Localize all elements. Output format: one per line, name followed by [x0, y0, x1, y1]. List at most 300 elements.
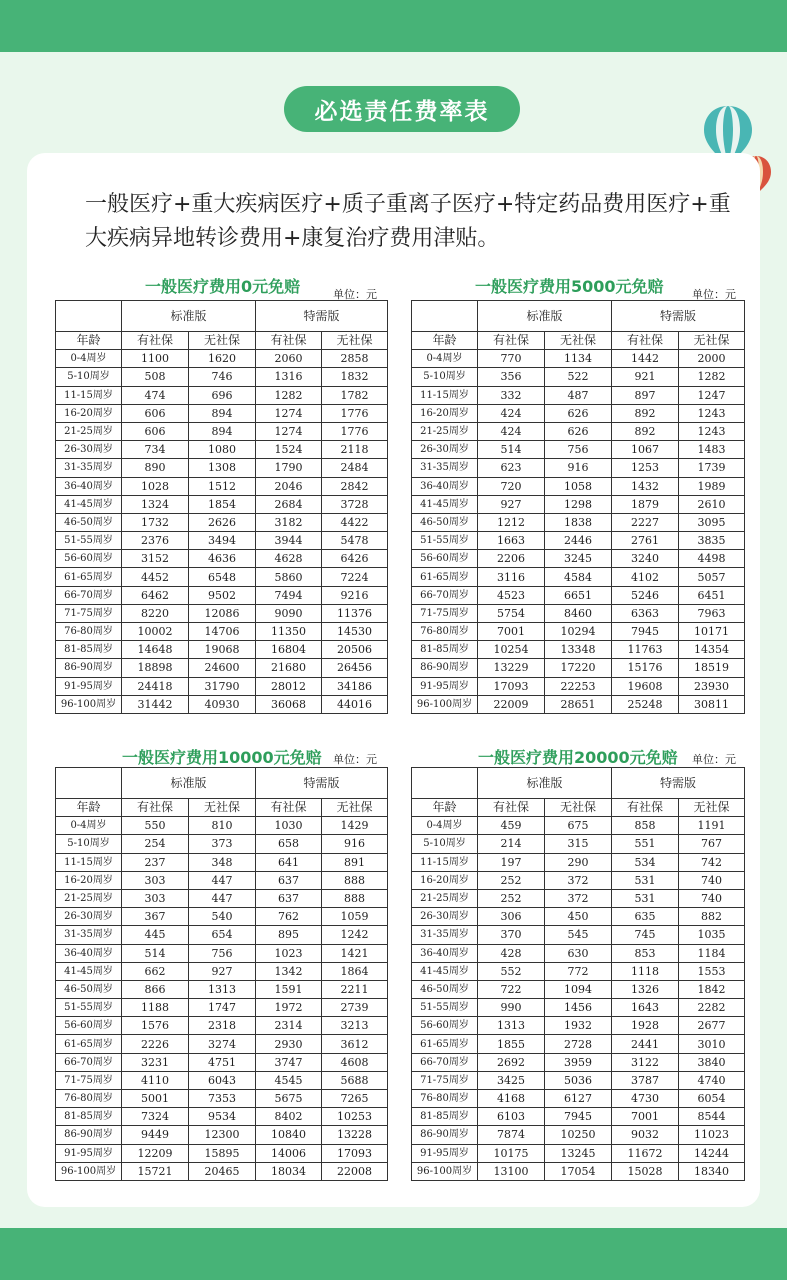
rate-cell: 6043 — [189, 1071, 256, 1089]
age-cell: 46-50周岁 — [56, 980, 122, 998]
rate-cell: 1212 — [478, 513, 545, 531]
rate-cell: 7265 — [322, 1090, 388, 1108]
table-row — [56, 404, 388, 422]
table-row — [412, 1090, 745, 1108]
rate-cell: 2484 — [322, 459, 388, 477]
rate-cell: 372 — [545, 889, 612, 907]
rate-cell: 551 — [612, 835, 679, 853]
header-with-ss: 有社保 — [122, 799, 189, 817]
age-cell: 51-55周岁 — [56, 532, 122, 550]
rate-cell: 2118 — [322, 441, 388, 459]
table-row — [412, 1035, 745, 1053]
header-with-ss: 有社保 — [122, 332, 189, 350]
rate-cell: 1342 — [256, 962, 322, 980]
rate-cell: 2206 — [478, 550, 545, 568]
rate-cell: 1643 — [612, 999, 679, 1017]
rate-cell: 3152 — [122, 550, 189, 568]
header-without-ss: 无社保 — [545, 799, 612, 817]
rate-cell: 18898 — [122, 659, 189, 677]
table-row — [412, 677, 745, 695]
table-row — [412, 889, 745, 907]
rate-cell: 1432 — [612, 477, 679, 495]
rate-cell: 237 — [122, 853, 189, 871]
table-row — [412, 695, 745, 713]
rate-cell: 5754 — [478, 604, 545, 622]
table-row — [412, 835, 745, 853]
rate-cell: 892 — [612, 404, 679, 422]
rate-cell: 745 — [612, 926, 679, 944]
rate-cell: 1620 — [189, 350, 256, 368]
rate-cell: 14006 — [256, 1144, 322, 1162]
rate-cell: 372 — [545, 871, 612, 889]
table-row — [56, 623, 388, 641]
rate-cell: 252 — [478, 889, 545, 907]
rate-cell: 866 — [122, 980, 189, 998]
rate-cell: 303 — [122, 889, 189, 907]
rate-cell: 4608 — [322, 1053, 388, 1071]
rate-cell: 12209 — [122, 1144, 189, 1162]
age-cell: 86-90周岁 — [56, 1126, 122, 1144]
rate-cell: 15895 — [189, 1144, 256, 1162]
rate-cell: 894 — [189, 422, 256, 440]
rate-cell: 767 — [679, 835, 745, 853]
rate-cell: 1324 — [122, 495, 189, 513]
rate-cell: 3747 — [256, 1053, 322, 1071]
age-cell: 76-80周岁 — [412, 1090, 478, 1108]
header-with-ss: 有社保 — [256, 799, 322, 817]
rate-cell: 9449 — [122, 1126, 189, 1144]
table-row — [56, 889, 388, 907]
table-row — [412, 604, 745, 622]
rate-cell: 1421 — [322, 944, 388, 962]
rate-cell: 990 — [478, 999, 545, 1017]
rate-cell: 630 — [545, 944, 612, 962]
rate-table-0 — [55, 300, 388, 714]
rate-cell: 4628 — [256, 550, 322, 568]
rate-cell: 10254 — [478, 641, 545, 659]
rate-cell: 606 — [122, 422, 189, 440]
rate-cell: 17220 — [545, 659, 612, 677]
coverage-description: 一般医疗+重大疾病医疗+质子重离子医疗+特定药品费用医疗+重大疾病异地转诊费用+康复治疗费用津贴。 — [85, 192, 731, 251]
rate-cell: 3231 — [122, 1053, 189, 1071]
age-cell: 36-40周岁 — [412, 477, 478, 495]
rate-cell: 6426 — [322, 550, 388, 568]
rate-cell: 641 — [256, 853, 322, 871]
rate-cell: 28651 — [545, 695, 612, 713]
rate-cell: 2930 — [256, 1035, 322, 1053]
table-row — [56, 695, 388, 713]
rate-cell: 1932 — [545, 1017, 612, 1035]
rate-cell: 1832 — [322, 368, 388, 386]
header-standard: 标准版 — [122, 301, 256, 332]
rate-cell: 540 — [189, 908, 256, 926]
rate-cell: 6363 — [612, 604, 679, 622]
rate-cell: 3182 — [256, 513, 322, 531]
table-row — [56, 477, 388, 495]
header-without-ss: 无社保 — [189, 799, 256, 817]
table-row — [412, 926, 745, 944]
rate-cell: 4636 — [189, 550, 256, 568]
age-cell: 11-15周岁 — [56, 853, 122, 871]
rate-cell: 18519 — [679, 659, 745, 677]
rate-cell: 19608 — [612, 677, 679, 695]
age-cell: 21-25周岁 — [412, 422, 478, 440]
rate-cell: 3274 — [189, 1035, 256, 1053]
rate-cell: 2046 — [256, 477, 322, 495]
age-cell: 21-25周岁 — [412, 889, 478, 907]
rate-cell: 522 — [545, 368, 612, 386]
rate-cell: 6451 — [679, 586, 745, 604]
age-cell: 96-100周岁 — [412, 1162, 478, 1180]
age-cell: 91-95周岁 — [56, 677, 122, 695]
rate-cell: 1134 — [545, 350, 612, 368]
rate-cell: 1028 — [122, 477, 189, 495]
rate-cell: 1483 — [679, 441, 745, 459]
rate-cell: 4498 — [679, 550, 745, 568]
age-cell: 31-35周岁 — [56, 459, 122, 477]
age-cell: 26-30周岁 — [412, 908, 478, 926]
table-row — [56, 817, 388, 835]
rate-cell: 1576 — [122, 1017, 189, 1035]
rate-cell: 214 — [478, 835, 545, 853]
rate-cell: 3122 — [612, 1053, 679, 1071]
table-row — [56, 1053, 388, 1071]
rate-cell: 1732 — [122, 513, 189, 531]
rate-cell: 1118 — [612, 962, 679, 980]
table-row — [412, 1017, 745, 1035]
rate-cell: 5036 — [545, 1071, 612, 1089]
age-cell: 86-90周岁 — [56, 659, 122, 677]
rate-cell: 734 — [122, 441, 189, 459]
table-row — [412, 568, 745, 586]
rate-cell: 552 — [478, 962, 545, 980]
table-row — [56, 835, 388, 853]
header-age: 年龄 — [56, 799, 122, 817]
rate-cell: 7001 — [478, 623, 545, 641]
rate-cell: 696 — [189, 386, 256, 404]
rate-cell: 11350 — [256, 623, 322, 641]
rate-cell: 1282 — [256, 386, 322, 404]
rate-cell: 662 — [122, 962, 189, 980]
age-cell: 96-100周岁 — [412, 695, 478, 713]
rate-cell: 2318 — [189, 1017, 256, 1035]
table-row — [56, 604, 388, 622]
rate-cell: 1059 — [322, 908, 388, 926]
rate-cell: 531 — [612, 889, 679, 907]
rate-cell: 7945 — [612, 623, 679, 641]
rate-cell: 2314 — [256, 1017, 322, 1035]
rate-cell: 5001 — [122, 1090, 189, 1108]
table-row — [56, 944, 388, 962]
rate-cell: 1313 — [189, 980, 256, 998]
age-cell: 91-95周岁 — [412, 1144, 478, 1162]
age-cell: 11-15周岁 — [412, 853, 478, 871]
table-row — [56, 1090, 388, 1108]
rate-cell: 6462 — [122, 586, 189, 604]
age-cell: 76-80周岁 — [56, 1090, 122, 1108]
age-cell: 96-100周岁 — [56, 1162, 122, 1180]
table-row — [412, 459, 745, 477]
table-row — [56, 513, 388, 531]
rate-cell: 637 — [256, 871, 322, 889]
table-unit-2: 单位：元 — [333, 753, 377, 766]
rate-cell: 15176 — [612, 659, 679, 677]
rate-cell: 306 — [478, 908, 545, 926]
rate-cell: 1243 — [679, 422, 745, 440]
table-row — [412, 1126, 745, 1144]
rate-cell: 4452 — [122, 568, 189, 586]
table-row — [412, 817, 745, 835]
rate-cell: 7001 — [612, 1108, 679, 1126]
rate-cell: 892 — [612, 422, 679, 440]
age-cell: 81-85周岁 — [412, 641, 478, 659]
header-without-ss: 无社保 — [679, 332, 745, 350]
rate-cell: 16804 — [256, 641, 322, 659]
rate-cell: 637 — [256, 889, 322, 907]
rate-cell: 11763 — [612, 641, 679, 659]
rate-cell: 6054 — [679, 1090, 745, 1108]
table-unit-3: 单位：元 — [692, 753, 736, 766]
rate-cell: 740 — [679, 871, 745, 889]
rate-cell: 897 — [612, 386, 679, 404]
rate-cell: 3787 — [612, 1071, 679, 1089]
rate-cell: 10250 — [545, 1126, 612, 1144]
rate-cell: 1030 — [256, 817, 322, 835]
rate-cell: 14530 — [322, 623, 388, 641]
table-row — [412, 532, 745, 550]
age-cell: 81-85周岁 — [56, 641, 122, 659]
rate-cell: 916 — [322, 835, 388, 853]
rate-cell: 17054 — [545, 1162, 612, 1180]
table-row — [56, 871, 388, 889]
age-cell: 56-60周岁 — [412, 1017, 478, 1035]
rate-cell: 1274 — [256, 422, 322, 440]
rate-cell: 3612 — [322, 1035, 388, 1053]
rate-cell: 2626 — [189, 513, 256, 531]
rate-cell: 4545 — [256, 1071, 322, 1089]
rate-cell: 18340 — [679, 1162, 745, 1180]
header-standard: 标准版 — [122, 768, 256, 799]
rate-cell: 1035 — [679, 926, 745, 944]
rate-cell: 447 — [189, 871, 256, 889]
age-cell: 51-55周岁 — [412, 532, 478, 550]
table-row — [56, 908, 388, 926]
rate-cell: 10840 — [256, 1126, 322, 1144]
rate-cell: 1429 — [322, 817, 388, 835]
rate-cell: 5675 — [256, 1090, 322, 1108]
rate-cell: 44016 — [322, 695, 388, 713]
rate-cell: 11672 — [612, 1144, 679, 1162]
rate-cell: 1864 — [322, 962, 388, 980]
table-row — [412, 1108, 745, 1126]
header-age: 年龄 — [56, 332, 122, 350]
rate-cell: 7324 — [122, 1108, 189, 1126]
rate-cell: 2211 — [322, 980, 388, 998]
rate-cell: 1058 — [545, 477, 612, 495]
rate-cell: 2677 — [679, 1017, 745, 1035]
rate-cell: 373 — [189, 835, 256, 853]
age-cell: 31-35周岁 — [56, 926, 122, 944]
rate-cell: 22008 — [322, 1162, 388, 1180]
table-row — [56, 1108, 388, 1126]
rate-cell: 3213 — [322, 1017, 388, 1035]
header-special: 特需版 — [256, 301, 388, 332]
table-row — [56, 980, 388, 998]
rate-cell: 7874 — [478, 1126, 545, 1144]
rate-cell: 1316 — [256, 368, 322, 386]
table-row — [412, 1162, 745, 1180]
table-row — [56, 853, 388, 871]
rate-cell: 888 — [322, 889, 388, 907]
rate-cell: 1067 — [612, 441, 679, 459]
rate-cell: 474 — [122, 386, 189, 404]
rate-cell: 332 — [478, 386, 545, 404]
rate-cell: 4422 — [322, 513, 388, 531]
table-row — [56, 962, 388, 980]
rate-cell: 1242 — [322, 926, 388, 944]
age-cell: 71-75周岁 — [56, 1071, 122, 1089]
rate-cell: 31442 — [122, 695, 189, 713]
rate-cell: 17093 — [322, 1144, 388, 1162]
rate-cell: 17093 — [478, 677, 545, 695]
rate-cell: 882 — [679, 908, 745, 926]
table-row — [412, 404, 745, 422]
rate-cell: 13229 — [478, 659, 545, 677]
table-row — [56, 550, 388, 568]
age-cell: 76-80周岁 — [412, 623, 478, 641]
rate-cell: 1094 — [545, 980, 612, 998]
rate-cell: 2376 — [122, 532, 189, 550]
rate-cell: 2441 — [612, 1035, 679, 1053]
table-unit-1: 单位：元 — [692, 288, 736, 301]
rate-cell: 2858 — [322, 350, 388, 368]
rate-table-3 — [411, 767, 745, 1181]
rate-cell: 1080 — [189, 441, 256, 459]
rate-cell: 3835 — [679, 532, 745, 550]
age-cell: 0-4周岁 — [56, 817, 122, 835]
rate-cell: 740 — [679, 889, 745, 907]
header-age: 年龄 — [412, 799, 478, 817]
rate-cell: 626 — [545, 404, 612, 422]
rate-cell: 1747 — [189, 999, 256, 1017]
age-cell: 61-65周岁 — [56, 1035, 122, 1053]
rate-cell: 1512 — [189, 477, 256, 495]
header-standard: 标准版 — [478, 301, 612, 332]
table-row — [56, 350, 388, 368]
rate-cell: 626 — [545, 422, 612, 440]
age-cell: 71-75周岁 — [412, 1071, 478, 1089]
rate-cell: 772 — [545, 962, 612, 980]
rate-cell: 13348 — [545, 641, 612, 659]
age-cell: 26-30周岁 — [56, 441, 122, 459]
age-cell: 81-85周岁 — [56, 1108, 122, 1126]
rate-cell: 534 — [612, 853, 679, 871]
rate-cell: 545 — [545, 926, 612, 944]
rate-cell: 916 — [545, 459, 612, 477]
rate-cell: 2282 — [679, 999, 745, 1017]
rate-cell: 853 — [612, 944, 679, 962]
rate-cell: 40930 — [189, 695, 256, 713]
rate-cell: 3959 — [545, 1053, 612, 1071]
age-cell: 91-95周岁 — [56, 1144, 122, 1162]
age-cell: 41-45周岁 — [56, 495, 122, 513]
rate-cell: 15028 — [612, 1162, 679, 1180]
age-cell: 5-10周岁 — [412, 835, 478, 853]
rate-cell: 9502 — [189, 586, 256, 604]
rate-cell: 4110 — [122, 1071, 189, 1089]
table-row — [56, 459, 388, 477]
age-cell: 26-30周岁 — [412, 441, 478, 459]
rate-cell: 1553 — [679, 962, 745, 980]
table-row — [56, 659, 388, 677]
rate-cell: 5478 — [322, 532, 388, 550]
rate-cell: 770 — [478, 350, 545, 368]
rate-cell: 1663 — [478, 532, 545, 550]
table-row — [412, 422, 745, 440]
rate-cell: 1456 — [545, 999, 612, 1017]
rate-cell: 197 — [478, 853, 545, 871]
age-cell: 0-4周岁 — [56, 350, 122, 368]
rate-cell: 3010 — [679, 1035, 745, 1053]
table-row — [56, 568, 388, 586]
rate-cell: 12086 — [189, 604, 256, 622]
age-cell: 21-25周岁 — [56, 422, 122, 440]
rate-cell: 1184 — [679, 944, 745, 962]
rate-cell: 1524 — [256, 441, 322, 459]
age-cell: 71-75周岁 — [412, 604, 478, 622]
rate-cell: 356 — [478, 368, 545, 386]
age-cell: 66-70周岁 — [56, 1053, 122, 1071]
age-cell: 96-100周岁 — [56, 695, 122, 713]
rate-cell: 22253 — [545, 677, 612, 695]
table-row — [56, 386, 388, 404]
rate-cell: 5246 — [612, 586, 679, 604]
table-row — [56, 495, 388, 513]
rate-cell: 447 — [189, 889, 256, 907]
rate-cell: 1274 — [256, 404, 322, 422]
table-title-3: 一般医疗费用20000元免赔 — [478, 748, 678, 767]
header-without-ss: 无社保 — [189, 332, 256, 350]
rate-cell: 1854 — [189, 495, 256, 513]
rate-cell: 3840 — [679, 1053, 745, 1071]
rate-cell: 1298 — [545, 495, 612, 513]
rate-cell: 2739 — [322, 999, 388, 1017]
rate-cell: 13228 — [322, 1126, 388, 1144]
table-row — [412, 368, 745, 386]
rate-cell: 658 — [256, 835, 322, 853]
rate-cell: 428 — [478, 944, 545, 962]
header-with-ss: 有社保 — [612, 799, 679, 817]
rate-cell: 3728 — [322, 495, 388, 513]
rate-cell: 531 — [612, 871, 679, 889]
rate-cell: 1243 — [679, 404, 745, 422]
rate-cell: 4584 — [545, 568, 612, 586]
table-row — [56, 1017, 388, 1035]
rate-cell: 1782 — [322, 386, 388, 404]
rate-table-1 — [411, 300, 745, 714]
header-without-ss: 无社保 — [679, 799, 745, 817]
table-row — [56, 1071, 388, 1089]
age-cell: 16-20周岁 — [56, 871, 122, 889]
rate-cell: 2226 — [122, 1035, 189, 1053]
rate-cell: 303 — [122, 871, 189, 889]
rate-cell: 3240 — [612, 550, 679, 568]
table-row — [412, 962, 745, 980]
rate-cell: 10175 — [478, 1144, 545, 1162]
rate-cell: 623 — [478, 459, 545, 477]
rate-cell: 7963 — [679, 604, 745, 622]
rate-cell: 894 — [189, 404, 256, 422]
